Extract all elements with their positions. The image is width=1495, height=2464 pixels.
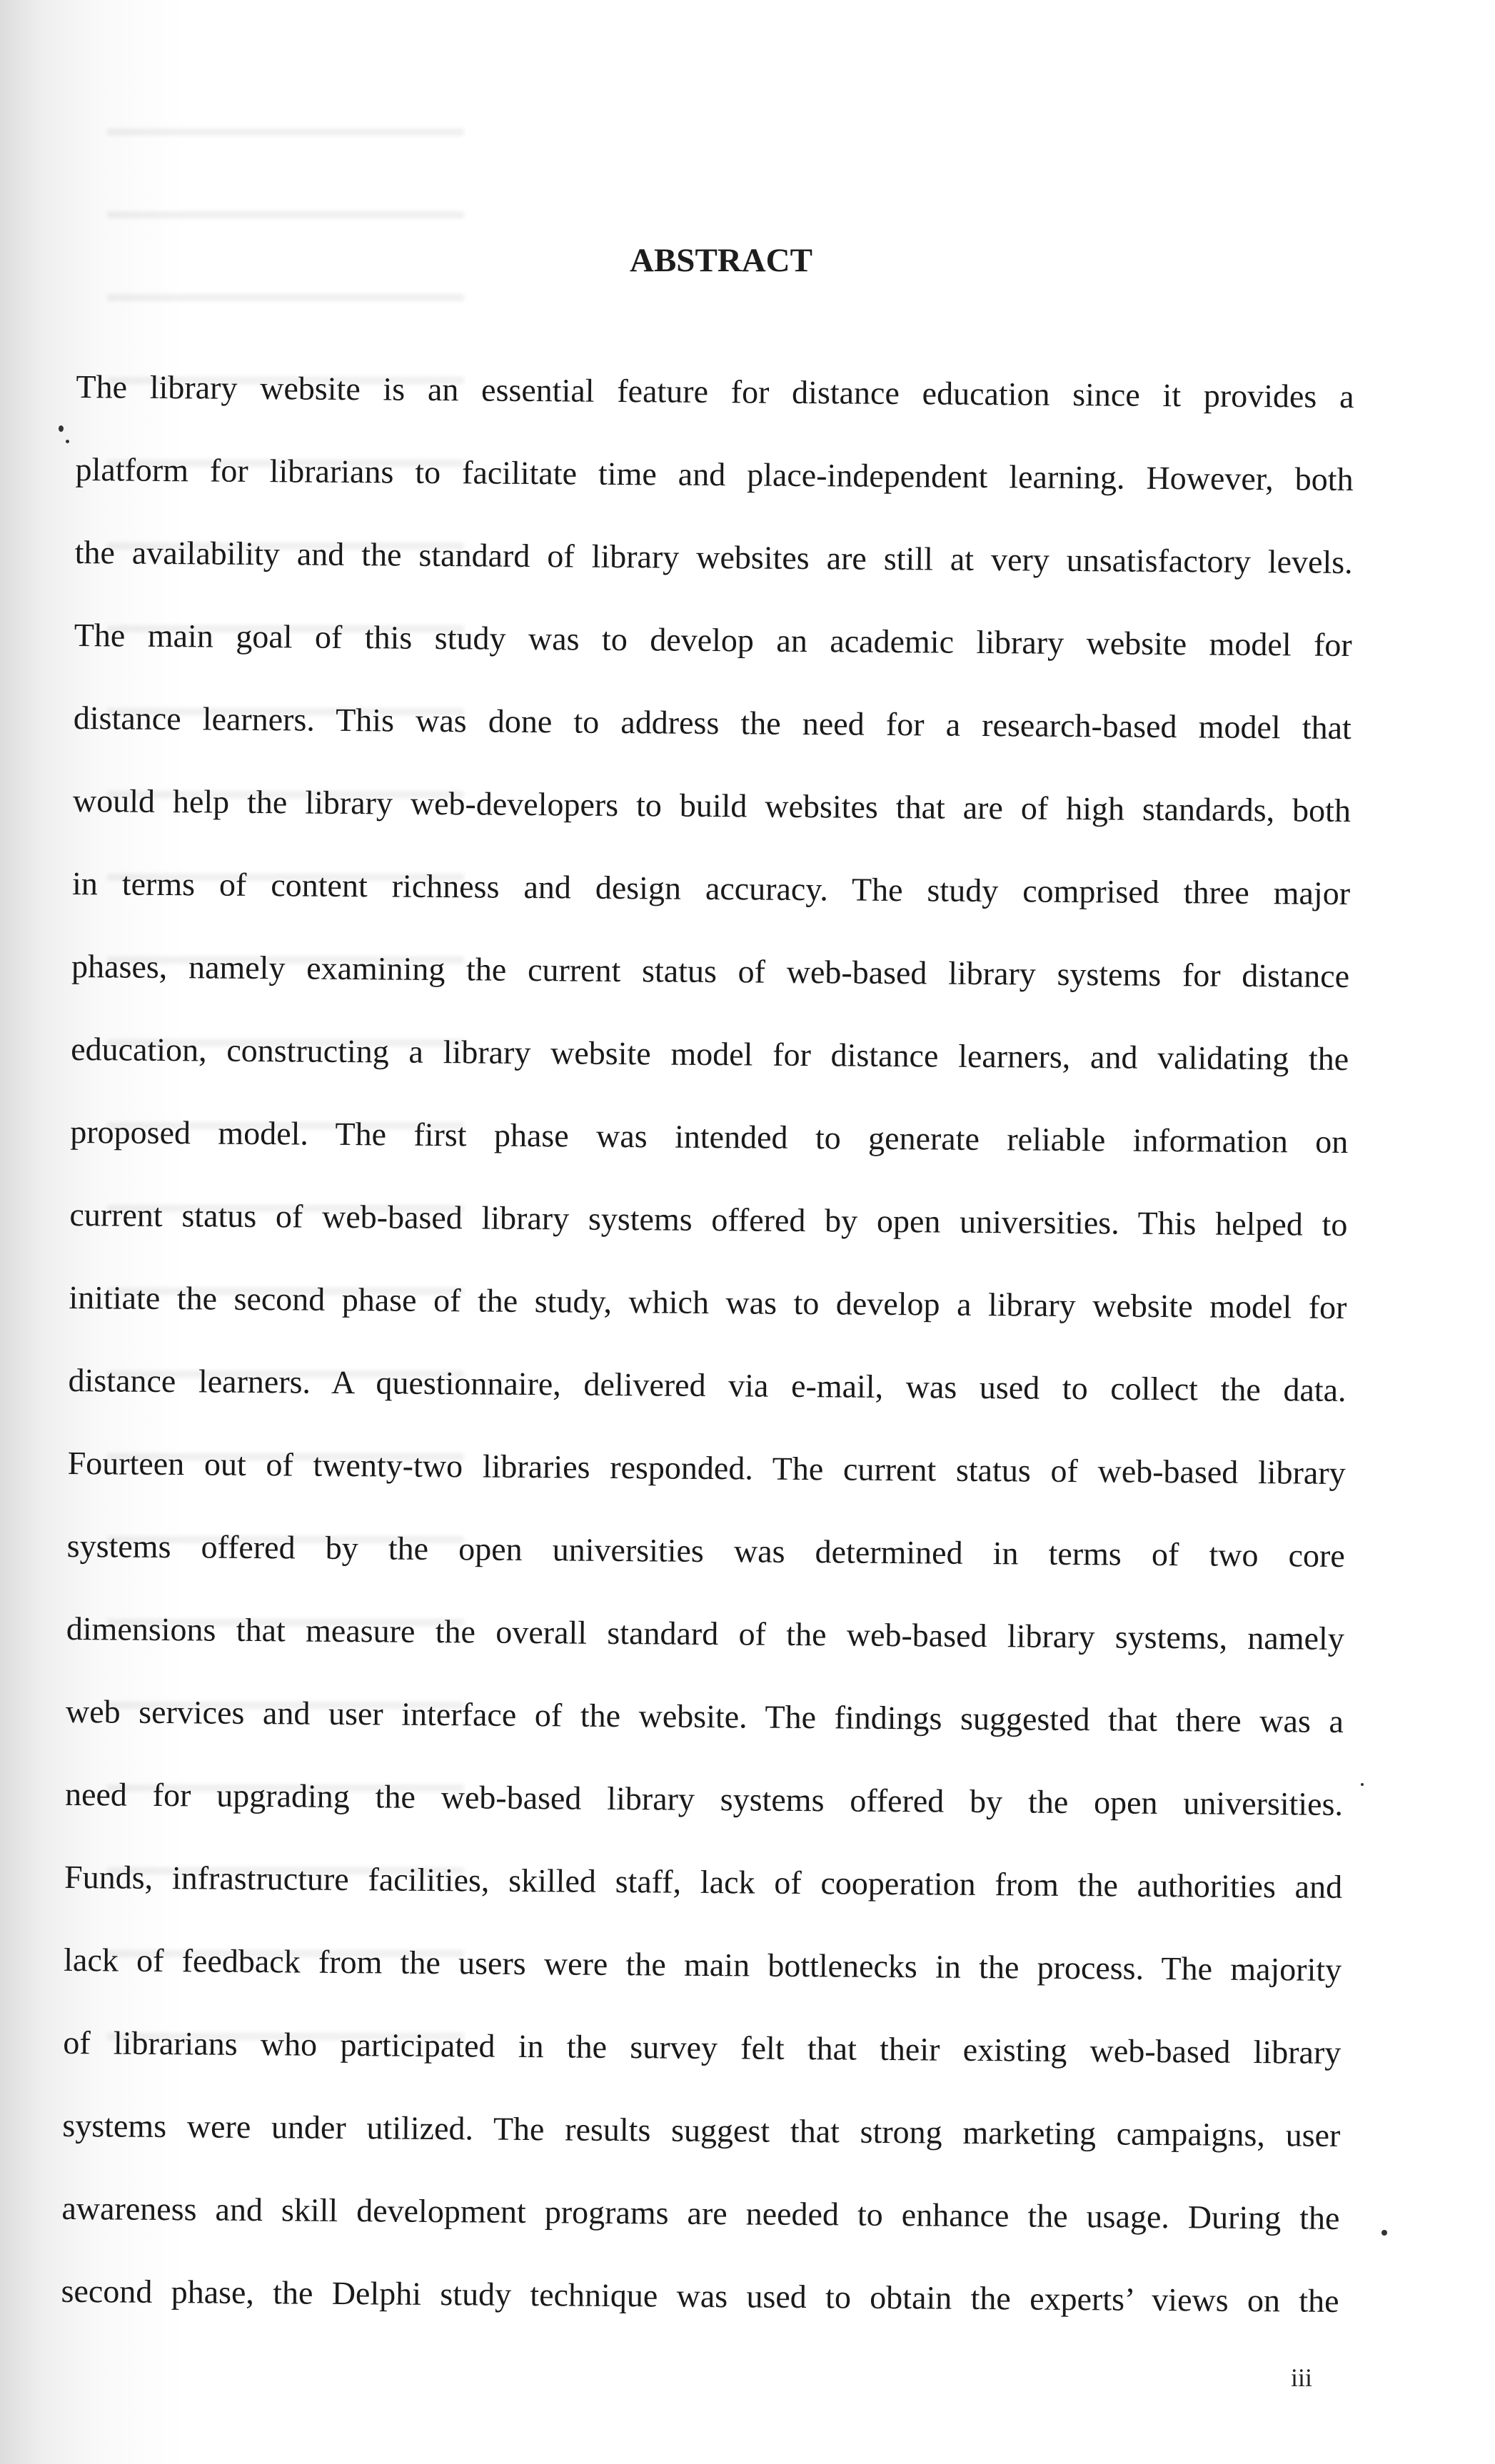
text-line: distance learners. A questionnaire, delivered via e-mail, was used to collect the data. (68, 1361, 1346, 1409)
scan-speck (1361, 1783, 1364, 1786)
text-line: would help the library web-developers to build websites that are of high standards, both (72, 782, 1351, 829)
text-line: current status of web-based library systems offered by open universities. This helped to (69, 1196, 1348, 1243)
text-line: systems were under utilized. The results suggest that strong marketing campaigns, user (62, 2106, 1341, 2154)
scan-speck (59, 425, 64, 432)
text-line: education, constructing a library website model for distance learners, and validating the (71, 1030, 1349, 1078)
abstract-title: ABSTRACT (630, 242, 812, 279)
text-line: platform for librarians to facilitate time and place-independent learning. However, both (75, 450, 1354, 498)
text-line: distance learners. This was done to address the need for a research-based model that (73, 699, 1352, 747)
text-line: in terms of content richness and design accuracy. The study comprised three major (71, 864, 1351, 912)
scan-speck (66, 440, 69, 443)
text-line: web services and user interface of the website. The findings suggested that there was a (65, 1692, 1344, 1740)
text-line: phases, namely examining the current status of web-based library systems for distance (71, 947, 1350, 995)
text-line: lack of feedback from the users were the main bottlenecks in the process. The majority (64, 1941, 1342, 1988)
text-line: proposed model. The first phase was intended to generate reliable information on (70, 1113, 1349, 1161)
text-line: need for upgrading the web-based library systems offered by the open universities. (64, 1775, 1344, 1822)
scan-speck (1381, 2230, 1387, 2236)
text-line: of librarians who participated in the survey felt that their existing web-based library (63, 2024, 1342, 2071)
text-line: the availability and the standard of library websites are still at very unsatisfactory levels. (74, 533, 1353, 581)
abstract-body (61, 345, 1354, 2343)
text-line: Funds, infrastructure facilities, skilled staff, lack of cooperation from the authorities and (64, 1858, 1343, 1905)
text-line: systems offered by the open universities was determined in terms of two core (66, 1527, 1345, 1575)
text-line: Fourteen out of twenty-two libraries responded. The current status of web-based library (67, 1444, 1346, 1492)
text-line: The main goal of this study was to develop an academic library website model for (74, 616, 1352, 664)
text-line: awareness and skill development programs are needed to enhance the usage. During the (61, 2189, 1340, 2236)
text-line: second phase, the Delphi study technique was used to obtain the experts’ views on the (61, 2272, 1339, 2319)
text-line: initiate the second phase of the study, which was to develop a library website model for (69, 1278, 1347, 1326)
text-line: dimensions that measure the overall standard of the web-based library systems, namely (66, 1610, 1345, 1657)
text-line: The library website is an essential feature for distance education since it provides a (76, 368, 1354, 415)
page-number: iii (1291, 2363, 1313, 2392)
